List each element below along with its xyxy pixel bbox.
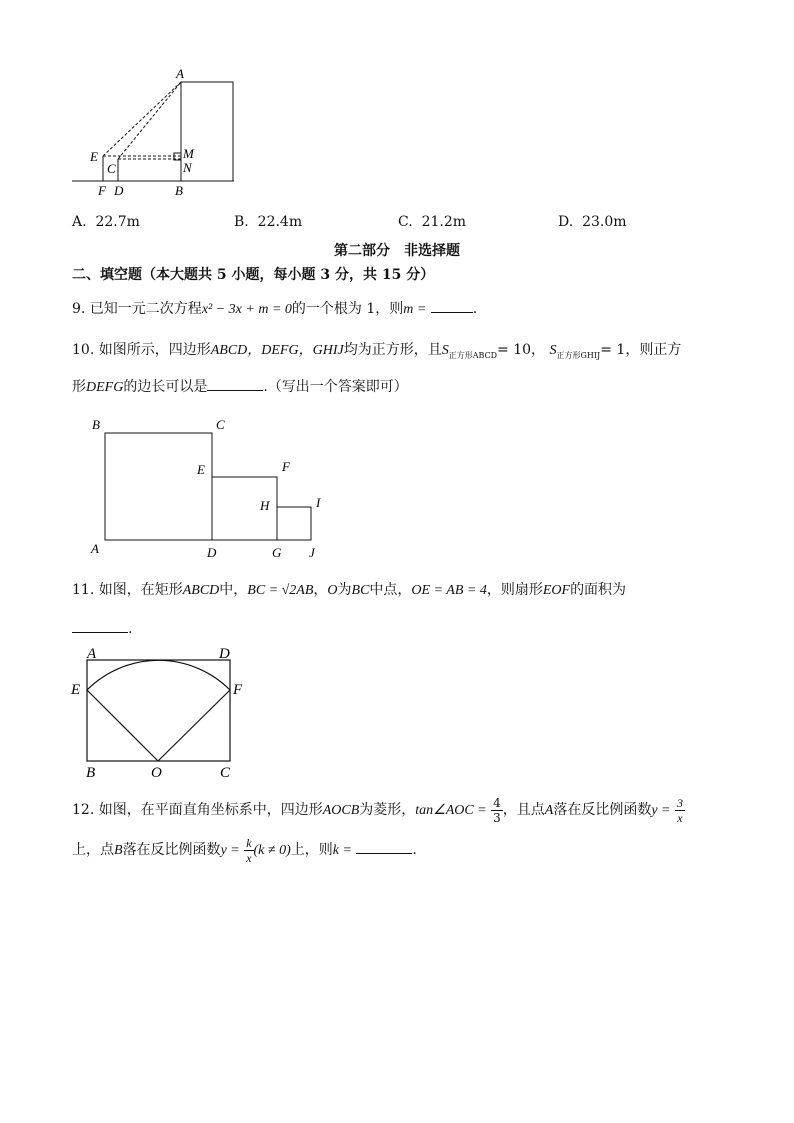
q11-answer-blank[interactable]: [72, 618, 128, 633]
square-ghij: [277, 507, 311, 540]
q10-text-a: 如图所示，四边形: [98, 342, 211, 358]
q11-number: 11.: [72, 582, 95, 598]
label-B: B: [175, 183, 183, 198]
q12-number: 12.: [72, 802, 95, 818]
label-C: C: [216, 417, 225, 432]
q11-rect: ABCD: [182, 583, 220, 598]
label-A: A: [91, 541, 99, 556]
q12-text-b: 为菱形，: [359, 802, 416, 818]
q12-aocb: AOCB: [322, 803, 360, 818]
q12-y2-fraction: [244, 836, 253, 865]
label-E: E: [71, 682, 81, 698]
fraction-numerator: 3: [676, 795, 683, 810]
radius-of: [158, 690, 230, 761]
label-C: C: [107, 161, 116, 176]
q11-text-d: 中点，: [369, 582, 412, 598]
q12-line2-end: .: [412, 842, 417, 858]
option-value: 21.2m: [421, 214, 467, 230]
q10-number: 10.: [72, 342, 95, 358]
label-D: D: [219, 646, 230, 662]
q12-a: A: [544, 803, 554, 818]
q9-answer-blank[interactable]: [431, 298, 473, 313]
label-F: F: [282, 459, 290, 474]
q10-s1: S: [441, 343, 449, 358]
option-value: 22.4m: [257, 214, 303, 230]
q12-b: B: [114, 843, 123, 858]
q11-text-b: 中，: [219, 582, 248, 598]
q11-cond1: BC = √2AB: [247, 583, 314, 598]
q12-line2: [72, 832, 417, 869]
q9: [72, 298, 477, 320]
q11-line1: [72, 580, 626, 601]
label-H: H: [260, 498, 270, 513]
q12-k-eq: k =: [332, 843, 352, 858]
fraction-denominator: x: [246, 850, 252, 865]
q9-text-a: 已知一元二次方程: [89, 301, 202, 317]
q10-line1: [72, 340, 681, 366]
option-letter: B.: [234, 214, 249, 230]
q10-line2-b: 的边长可以是: [123, 379, 208, 395]
label-B: B: [92, 417, 100, 432]
label-F: F: [98, 183, 106, 198]
q10-text-c: ，则正方: [625, 342, 682, 358]
q10-s1-sub: 正方形ABCD: [448, 350, 498, 360]
option-letter: D.: [558, 214, 574, 230]
q12-line2-a: 上，点: [72, 842, 114, 858]
label-C: C: [220, 765, 231, 781]
label-J: J: [309, 545, 315, 560]
q8-option-d[interactable]: [558, 212, 627, 232]
option-value: 23.0m: [582, 214, 627, 230]
q11-comma1: ，: [313, 582, 328, 598]
dash-ea: [103, 82, 181, 156]
q11-text-e: ，则扇形: [486, 582, 543, 598]
label-E: E: [90, 149, 98, 164]
q12-tan-fraction: [491, 796, 503, 825]
label-I: I: [316, 495, 321, 510]
radius-oe: [87, 690, 158, 761]
q8-option-c[interactable]: [398, 212, 466, 232]
q10-line2-shape: DEFG: [86, 380, 124, 395]
q10-figure: [84, 414, 344, 564]
label-M: M: [183, 146, 194, 161]
q11-line2-end: .: [128, 621, 133, 637]
q12-text-d: 落在反比例函数: [553, 802, 652, 818]
q10-s2: S: [549, 343, 557, 358]
square-abcd: [105, 433, 212, 540]
label-D: D: [207, 545, 217, 560]
q12-text-c: ，且点: [502, 802, 545, 818]
label-A: A: [87, 646, 97, 662]
q11-text-f: 的面积为: [570, 582, 627, 598]
q11-line2: [72, 618, 132, 639]
q12-y2-cond: (k ≠ 0): [253, 843, 291, 858]
q10-line2-a: 形: [72, 379, 86, 395]
q9-end: .: [472, 301, 478, 317]
q12-text-a: 如图，在平面直角坐标系中，四边形: [98, 802, 323, 818]
q8-option-a[interactable]: [72, 212, 140, 232]
label-A: A: [176, 66, 184, 81]
fraction-denominator: 3: [493, 810, 501, 825]
q12-answer-blank[interactable]: [356, 839, 412, 854]
q12-y1-fraction: [675, 796, 685, 825]
label-E: E: [197, 462, 205, 477]
option-letter: C.: [398, 214, 413, 230]
label-O: O: [151, 765, 162, 781]
q11-text-a: 如图，在矩形: [98, 582, 183, 598]
q11-figure: [68, 644, 258, 784]
q11-cond2: OE = AB = 4: [411, 583, 487, 598]
q12-line2-c: 上，则: [290, 842, 333, 858]
q12-tan: tan∠AOC =: [415, 803, 487, 818]
q11-eof: EOF: [542, 583, 571, 598]
q10-line2: [72, 376, 408, 398]
q11-text-c: 为: [337, 582, 352, 598]
label-N: N: [183, 160, 192, 175]
q10-s2-sub: 正方形GHIJ: [556, 350, 601, 360]
fraction-numerator: 4: [493, 795, 501, 810]
q9-equation: x² − 3x + m = 0: [201, 302, 292, 317]
dash-ca: [118, 82, 181, 159]
section-heading: 二、填空题（本大题共 5 小题，每小题 3 分，共 15 分）: [72, 267, 435, 283]
q12-y2: y =: [220, 843, 240, 858]
q9-text-b: 的一个根为 1，则: [291, 301, 404, 317]
label-G: G: [272, 545, 282, 560]
q12-line2-b: 落在反比例函数: [122, 842, 221, 858]
fraction-denominator: x: [677, 810, 683, 825]
q12-line1: [72, 792, 685, 829]
option-value: 22.7m: [95, 214, 140, 230]
part2-title: 第二部分 非选择题: [334, 243, 460, 259]
q9-number: 9.: [72, 301, 86, 317]
q11-o: O: [327, 583, 338, 598]
q10-answer-blank[interactable]: [207, 376, 263, 391]
q8-figure: [70, 62, 250, 202]
q10-shapes: ABCD，DEFG，GHIJ: [210, 343, 344, 358]
q12-y1: y =: [651, 803, 671, 818]
q9-m-eq: m =: [403, 302, 427, 317]
fraction-numerator: k: [246, 835, 252, 850]
option-letter: A.: [72, 214, 87, 230]
label-B: B: [86, 765, 96, 781]
q11-bc: BC: [351, 583, 370, 598]
q8-option-b[interactable]: [234, 212, 302, 232]
q10-text-b: 均为正方形，且: [343, 342, 442, 358]
label-F: F: [233, 682, 243, 698]
arc-ef: [87, 660, 230, 690]
q10-s2-val: = 1: [600, 342, 626, 358]
label-D: D: [114, 183, 124, 198]
q10-line2-c: .（写出一个答案即可）: [263, 379, 408, 395]
q10-s1-val: = 10，: [497, 342, 546, 358]
